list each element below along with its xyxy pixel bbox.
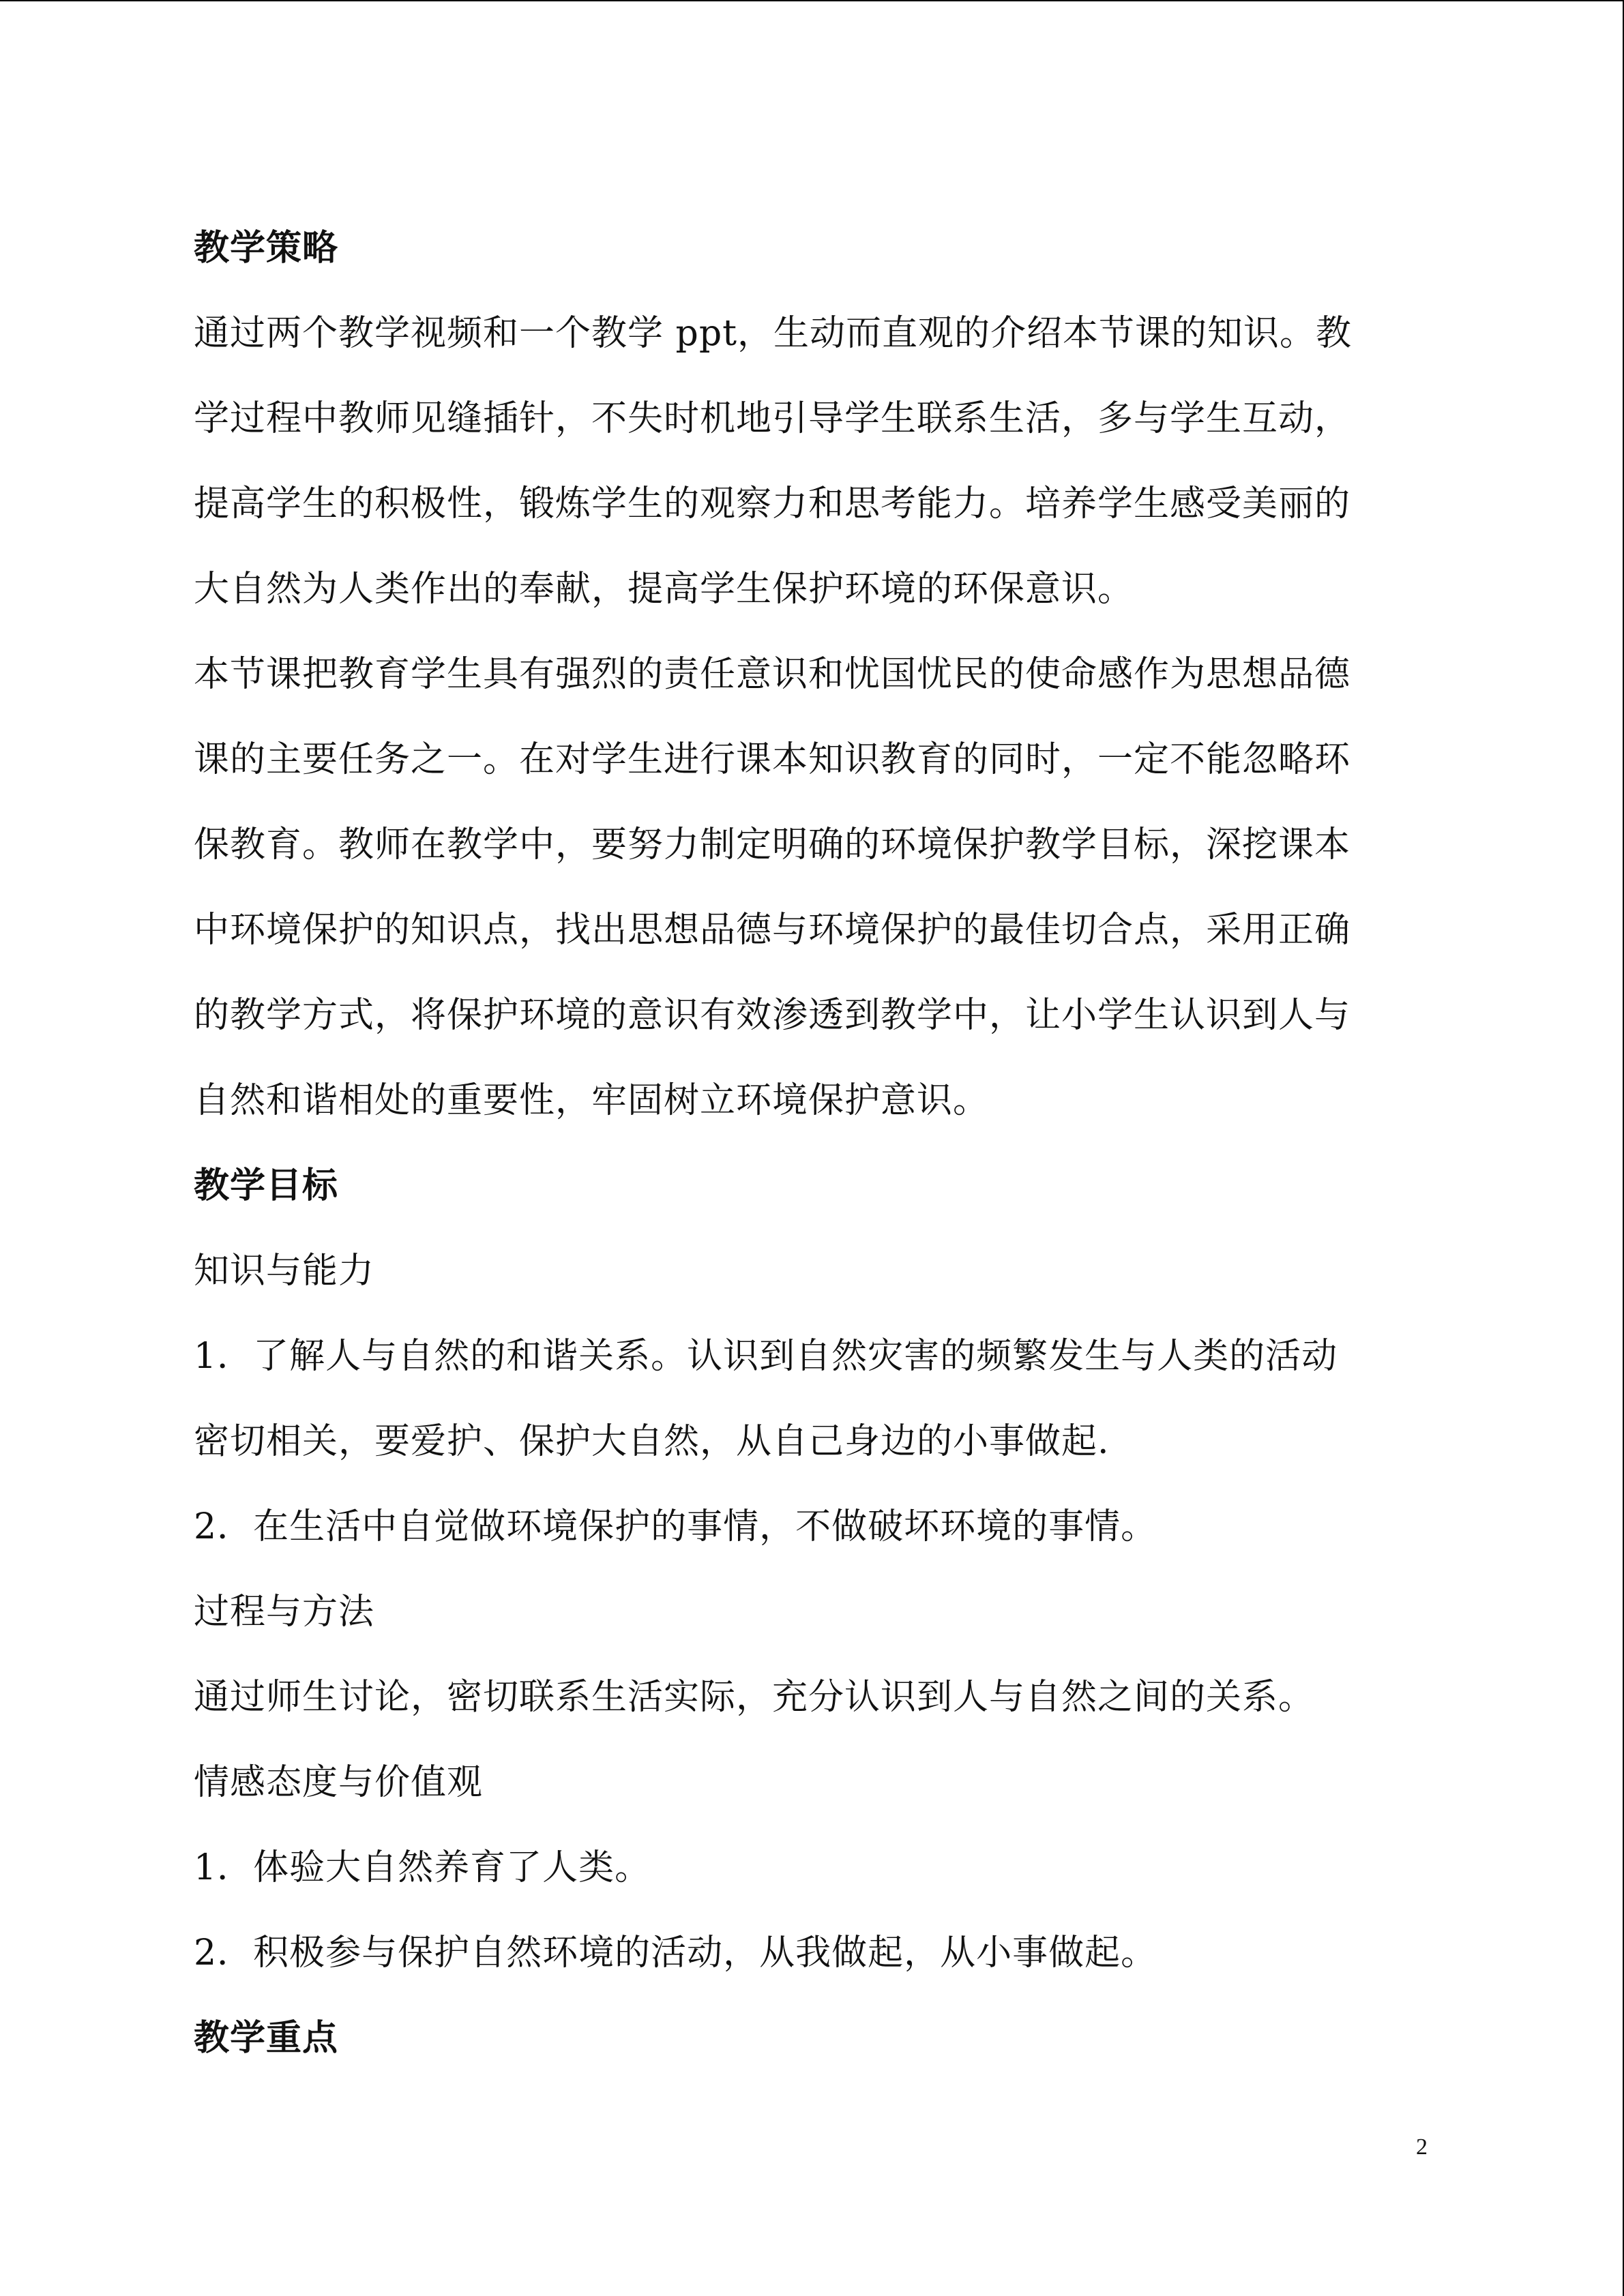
page-number: 2 [1416, 2134, 1428, 2160]
text-line: 情感态度与价值观 [194, 1762, 484, 1803]
text-line: 过程与方法 [194, 1592, 375, 1632]
text-line: 自然和谐相处的重要性，牢固树立环境保护意识。 [194, 1080, 990, 1121]
text-line: 2．积极参与保护自然环境的活动，从我做起，从小事做起。 [194, 1933, 1157, 1973]
section-heading: 教学策略 [194, 228, 339, 269]
text-line: 知识与能力 [194, 1251, 375, 1292]
text-line: 保教育。教师在教学中，要努力制定明确的环境保护教学目标，深挖课本 [194, 824, 1351, 865]
text-line: 中环境保护的知识点，找出思想品德与环境保护的最佳切合点，采用正确 [194, 910, 1351, 951]
text-line: 提高学生的积极性，锻炼学生的观察力和思考能力。培养学生感受美丽的 [194, 483, 1351, 524]
section-heading: 教学目标 [194, 1165, 339, 1206]
text-line: 2．在生活中自觉做环境保护的事情，不做破坏环境的事情。 [194, 1506, 1157, 1547]
document-body [194, 206, 1435, 2081]
text-line: 本节课把教育学生具有强烈的责任意识和忧国忧民的使命感作为思想品德 [194, 654, 1351, 695]
text-line: 通过两个教学视频和一个教学 ppt，生动而直观的介绍本节课的知识。教 [194, 313, 1353, 354]
text-line: 课的主要任务之一。在对学生进行课本知识教育的同时，一定不能忽略环 [194, 739, 1351, 780]
text-line: 1．体验大自然养育了人类。 [194, 1847, 651, 1888]
text-line: 通过师生讨论，密切联系生活实际，充分认识到人与自然之间的关系。 [194, 1677, 1315, 1718]
section-heading: 教学重点 [194, 2018, 339, 2059]
text-line: 的教学方式，将保护环境的意识有效渗透到教学中，让小学生认识到人与 [194, 995, 1351, 1036]
text-line: 1．了解人与自然的和谐关系。认识到自然灾害的频繁发生与人类的活动 [194, 1336, 1338, 1377]
text-line: 学过程中教师见缝插针，不失时机地引导学生联系生活，多与学生互动， [194, 398, 1351, 439]
text-line: 密切相关，要爱护、保护大自然，从自己身边的小事做起. [194, 1421, 1110, 1462]
text-line: 大自然为人类作出的奉献，提高学生保护环境的环保意识。 [194, 569, 1134, 610]
